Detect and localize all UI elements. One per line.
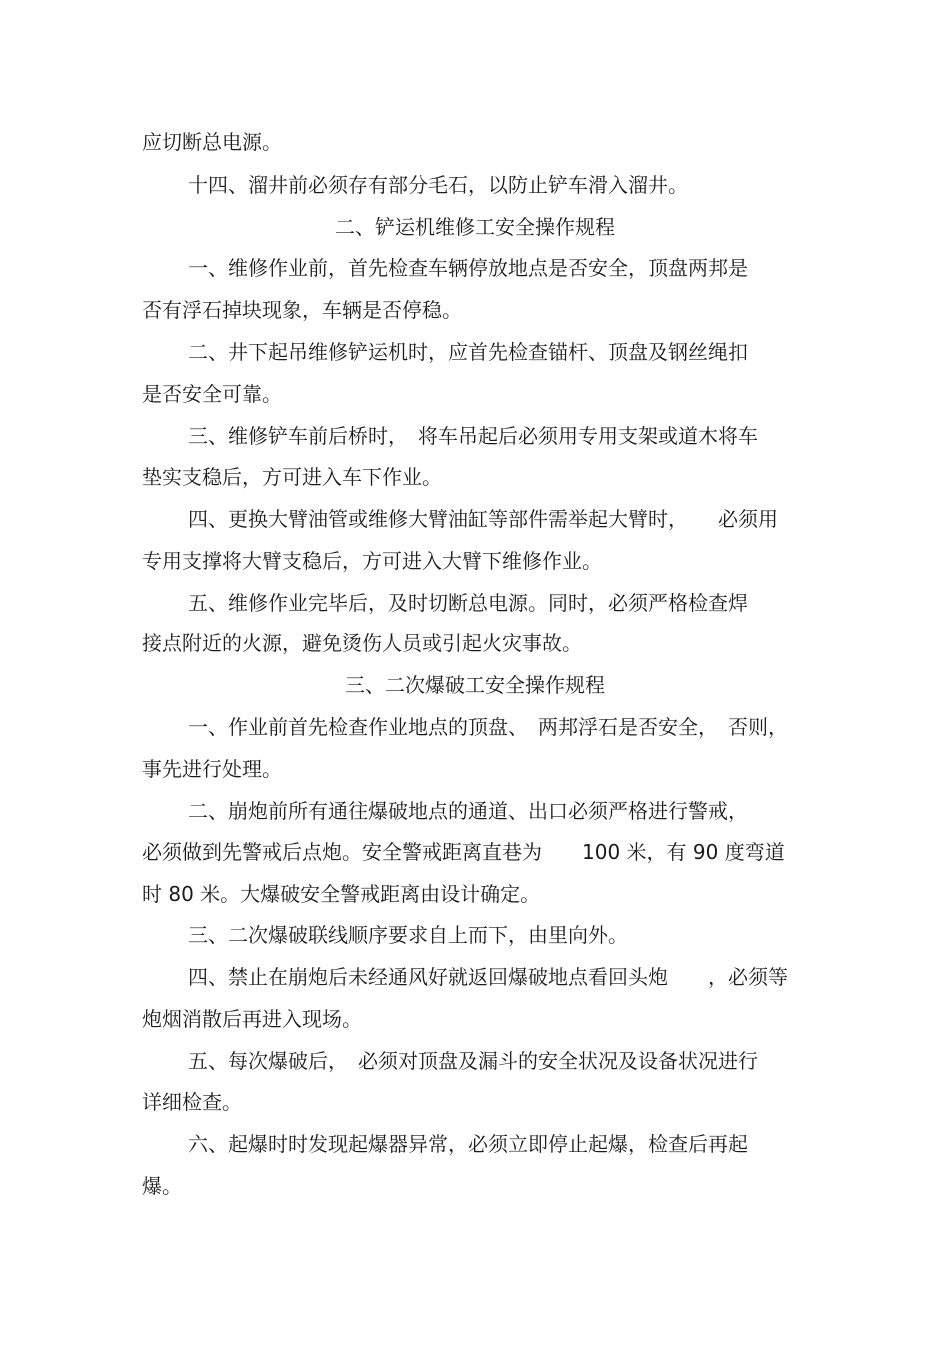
text-line: 二、崩炮前所有通往爆破地点的通道、出口必须严格进行警戒，: [188, 799, 748, 823]
text-line: 三、维修铲车前后桥时， 将车吊起后必须用专用支架或道木将车: [188, 424, 758, 448]
text-line: 事先进行处理。: [142, 757, 282, 781]
text-line: 否有浮石掉块现象，车辆是否停稳。: [142, 298, 462, 322]
text-line: 六、起爆时时发现起爆器异常，必须立即停止起爆，检查后再起: [188, 1132, 748, 1156]
section-heading: 二、铲运机维修工安全操作规程: [335, 215, 615, 239]
text-line: 详细检查。: [142, 1090, 242, 1114]
text-line: 爆。: [142, 1174, 182, 1198]
text-line: 垫实支稳后，方可进入车下作业。: [142, 465, 442, 489]
text-line: 二、井下起吊维修铲运机时，应首先检查锚杆、顶盘及钢丝绳扣: [188, 340, 748, 364]
text-line: 专用支撑将大臂支稳后，方可进入大臂下维修作业。: [142, 549, 602, 573]
text-line: 时 80 米。大爆破安全警戒距离由设计确定。: [142, 882, 541, 906]
text-line: 应切断总电源。: [142, 130, 282, 154]
text-line: 一、作业前首先检查作业地点的顶盘、 两邦浮石是否安全， 否则，: [188, 715, 788, 739]
text-line: 五、每次爆破后， 必须对顶盘及漏斗的安全状况及设备状况进行: [188, 1049, 758, 1073]
text-line: 三、二次爆破联线顺序要求自上而下，由里向外。: [188, 923, 628, 947]
text-line: 四、更换大臂油管或维修大臂油缸等部件需举起大臂时， 必须用: [188, 507, 778, 531]
text-line: 必须做到先警戒后点炮。安全警戒距离直巷为 100 米，有 90 度弯道: [142, 840, 785, 864]
text-line: 接点附近的火源，避免烫伤人员或引起火灾事故。: [142, 631, 582, 655]
text-line: 是否安全可靠。: [142, 382, 282, 406]
text-line: 十四、溜井前必须存有部分毛石，以防止铲车滑入溜井。: [188, 173, 688, 197]
text-line: 五、维修作业完毕后，及时切断总电源。同时，必须严格检查焊: [188, 591, 748, 615]
text-line: 四、禁止在崩炮后未经通风好就返回爆破地点看回头炮 ，必须等: [188, 965, 788, 989]
text-line: 一、维修作业前，首先检查车辆停放地点是否安全，顶盘两邦是: [188, 256, 748, 280]
text-line: 炮烟消散后再进入现场。: [142, 1007, 362, 1031]
section-heading: 三、二次爆破工安全操作规程: [345, 673, 605, 697]
